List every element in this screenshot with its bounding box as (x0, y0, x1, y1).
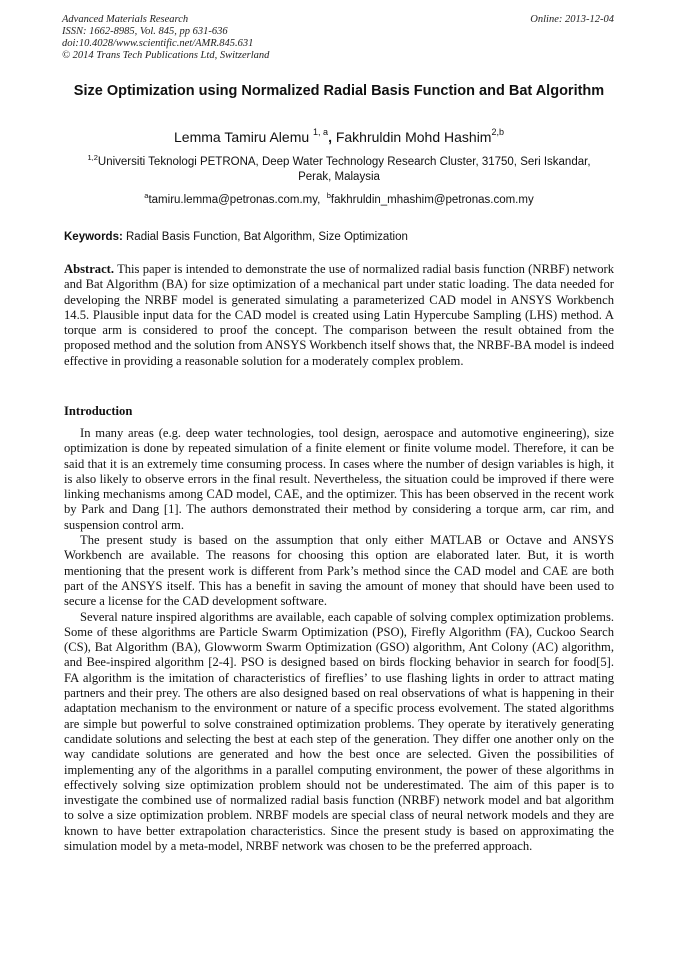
paper-title: Size Optimization using Normalized Radial Basis Function and Bat Algorithm (73, 83, 605, 99)
issn-line: ISSN: 1662-8985, Vol. 845, pp 631-636 (62, 26, 228, 37)
doi-line: doi:10.4028/www.scientific.net/AMR.845.631 (62, 38, 254, 49)
author-superscript: 2,b (491, 127, 504, 137)
abstract-label: Abstract. (64, 262, 115, 276)
email-superscript: b (326, 191, 331, 200)
abstract-text: This paper is intended to demonstrate the use of normalized radial basis function (NRBF) network and Bat Algorithm (BA) for size optimization of a mechanical part under static loading. The data needed for developing the NRBF model is generated simulating a parameterized CAD model in ANSYS Workbench 14.5. Plausible input data for the CAD model is created using Latin Hypercube Sampling (LHS) method. A torque arm is considered to proof the concept. The comparison between the result obtained from the proposed method and the solution from ANSYS Workbench itself shows that, the NRBF-BA model is indeed effective in providing a reasonable solution for a moderately complex problem. (64, 262, 615, 368)
keywords-section (64, 230, 614, 245)
email-line (64, 193, 614, 208)
affiliation-text: Universiti Teknologi PETRONA, Deep Water Technology Research Cluster, 31750, Seri Iskandar, Perak, Malaysia (97, 156, 591, 183)
section-heading: Introduction (64, 404, 133, 418)
keywords-label: Keywords: (64, 231, 123, 243)
email-address: fakhruldin_mhashim@petronas.com.my (330, 194, 534, 206)
author-name: Lemma Tamiru Alemu (174, 129, 310, 145)
keywords-text: Radial Basis Function, Bat Algorithm, Size Optimization (126, 231, 408, 243)
body-paragraph: The present study is based on the assumption that only either MATLAB or Octave and ANSYS Workbench are available. The reasons for choosing this option are elaborated later. But, it is worth mentioning that the present work is different from Park’s method since the CAD model and CAE are both part of the ANSYS itself. This has a benefit in saving the amount of money that should have been used to secure a license for the CAD development software. (64, 533, 614, 609)
author-superscript: 1, a (313, 127, 329, 137)
journal-name: Advanced Materials Research (62, 14, 189, 25)
email-address: tamiru.lemma@petronas.com.my, (148, 194, 321, 206)
online-date: Online: 2013-12-04 (530, 14, 614, 25)
author-line: Lemma Tamiru Alemu $^{1, a}$, Fakhruldin Mohd Hashim$^{2,b}$ (174, 127, 504, 145)
affiliation (80, 155, 598, 185)
body-paragraph: Several nature inspired algorithms are available, each capable of solving complex optimization problems. Some of these algorithms are Particle Swarm Optimization (PSO), Firefly Algorithm (FA), Cuckoo Search (CS), Bat Algorithm (BA), Glowworm Swarm Optimization (GSO) algorithm, Ant Colony (AC) algorithm, and Bee-inspired algorithm [2-4]. PSO is designed based on birds flocking behavior in search for food[5]. FA algorithm is the imitation of characteristics of fireflies’ to use flashing lights in order to attract mating partners and their prey. The others are also designed based on real observations of what is happening in their adaptation mechanism to the environment or nature of a specific process evolvement. The stated algorithms are simple but powerful to solve constrained optimization problems. They operate by iteratively generating candidate solutions and selecting the best at each step of the generation. They differ one another only on the way candidate solutions are generated and how the best once are selected. Given the possibilities of implementing any of the algorithms in a parallel computing environment, the power of these algorithms in effectively solving size optimization problem should not be underestimated. The aim of this paper is to investigate the combined use of normalized radial basis function (NRBF) network model and bat algorithm to solve a size optimization problem. NRBF models are special class of neural network models and they are known to have better extrapolation characteristics. Since the present study is based on approximating the simulation model by a meta-model, NRBF network was chosen to be the preferred approach. (64, 609, 614, 854)
abstract-section (64, 262, 614, 369)
introduction-body (64, 426, 614, 854)
body-paragraph: In many areas (e.g. deep water technologies, tool design, aerospace and automotive engineering), size optimization is done by repeated simulation of a finite element or finite volume model. Therefore, it can be said that it is an extremely time consuming process. In cases where the number of design variables is high, it is also likely to observe errors in the final result. Nevertheless, the situation could be improved if there were linking mechanisms among CAD model, CAE, and the optimizer. This has been observed in the recent work by Park and Dang [1]. The authors demonstrated their method by considering a torque arm, car rim, and suspension control arm. (64, 426, 614, 532)
affiliation-superscript: 1,2 (87, 153, 98, 162)
copyright-line: © 2014 Trans Tech Publications Ltd, Switzerland (62, 50, 270, 61)
journal-header (62, 14, 269, 62)
author-name: Fakhruldin Mohd Hashim (335, 129, 492, 145)
email-superscript: a (144, 191, 149, 200)
